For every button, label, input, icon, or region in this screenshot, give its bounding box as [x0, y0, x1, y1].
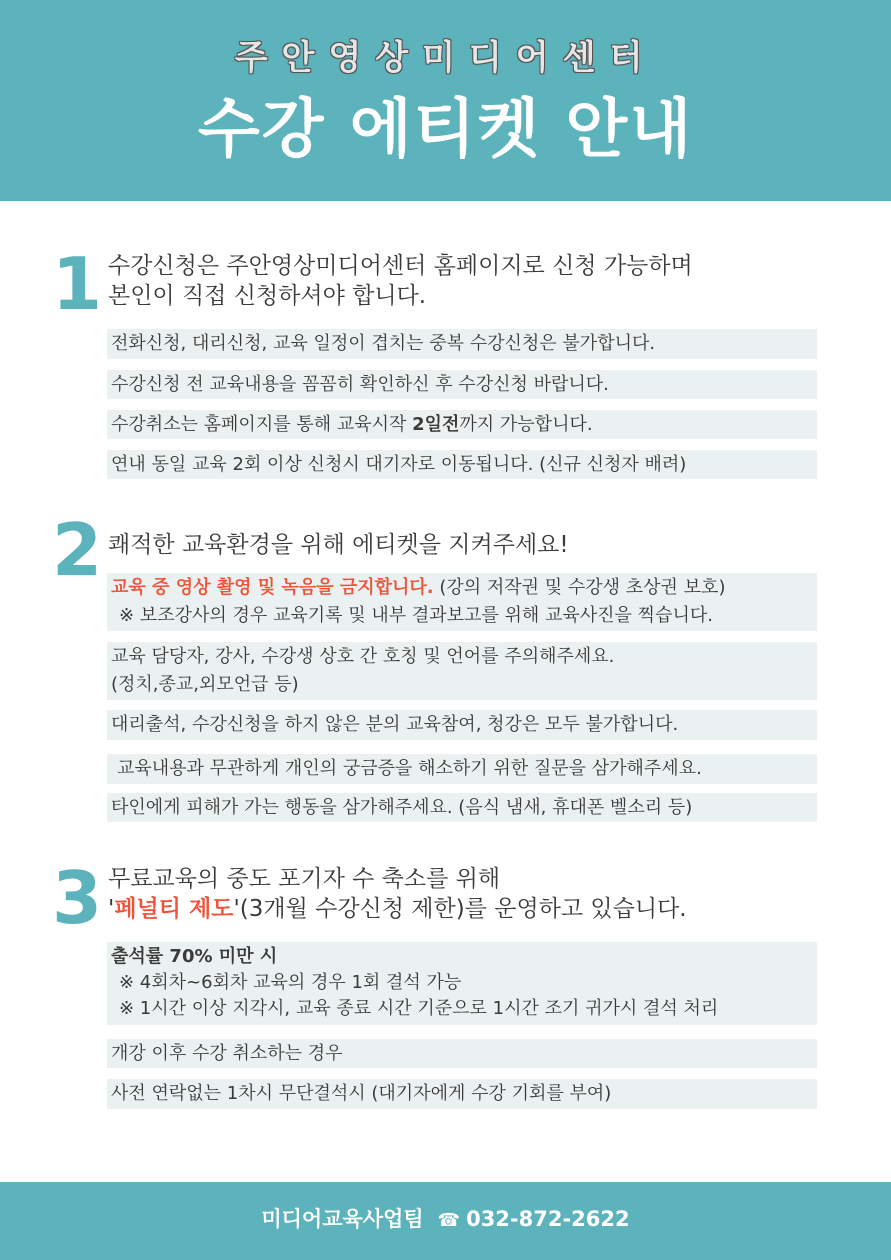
section-number-1: 1 [52, 242, 103, 326]
attendance-rule-title: 출석률 70% 미만 시 [111, 946, 278, 967]
section2-item-2-line2: (정치,종교,외모언급 등) [111, 674, 299, 695]
section1-item-3 [107, 410, 817, 439]
section1-item-3-bold: 2일전 [412, 414, 460, 435]
phone-icon: ☎ [437, 1210, 461, 1231]
section3-lead [108, 864, 848, 924]
center-name: 주안영상미디어센터 [234, 38, 657, 78]
section2-item-2-line1: 교육 담당자, 강사, 수강생 상호 간 호칭 및 언어를 주의해주세요. [111, 646, 615, 667]
section2-item-1-note: ※ 보조강사의 경우 교육기록 및 내부 결과보고를 위해 교육사진을 찍습니다. [119, 605, 713, 626]
section1-lead [108, 251, 848, 311]
attendance-rule-note-2: ※ 1시간 이상 지각시, 교육 종료 시간 기준으로 1시간 조기 귀가시 결석 처리 [119, 998, 719, 1019]
section2-item-1-line [111, 574, 813, 602]
section2-item-4: 교육내용과 무관하게 개인의 궁금증을 해소하기 위한 질문을 삼가해주세요. [107, 754, 817, 784]
section3-lead-line1: 무료교육의 중도 포기자 수 축소를 위해 [108, 866, 501, 892]
phone-number: 032-872-2622 [466, 1207, 630, 1231]
page-title: 수강 에티켓 안내 [197, 93, 694, 167]
penalty-system-highlight: 페널티 제도 [114, 896, 234, 922]
team-name: 미디어교육사업팀 [261, 1207, 424, 1231]
section1-item-4: 연내 동일 교육 2회 이상 신청시 대기자로 이동됩니다. (신규 신청자 배려) [107, 450, 817, 479]
section3-item-3: 사전 연락없는 1차시 무단결석시 (대기자에게 수강 기회를 부여) [107, 1079, 817, 1109]
section3-item-1 [107, 942, 817, 1025]
recording-ban-highlight: 교육 중 영상 촬영 및 녹음을 금지합니다. [111, 577, 434, 598]
section3-lead-rest: '(3개월 수강신청 제한)를 운영하고 있습니다. [233, 896, 687, 922]
attendance-rule-note-1: ※ 4회차~6회차 교육의 경우 1회 결석 가능 [119, 972, 462, 993]
section2-lead: 쾌적한 교육환경을 위해 에티켓을 지켜주세요! [108, 532, 569, 558]
section3-item-2: 개강 이후 수강 취소하는 경우 [107, 1039, 817, 1068]
section1-lead-line1: 수강신청은 주안영상미디어센터 홈페이지로 신청 가능하며 [108, 253, 693, 279]
section1-item-3-text-b: 까지 가능합니다. [459, 414, 593, 435]
section1-item-2: 수강신청 전 교육내용을 꼼꼼히 확인하신 후 수강신청 바랍니다. [107, 370, 817, 399]
section1-item-1: 전화신청, 대리신청, 교육 일정이 겹치는 중복 수강신청은 불가합니다. [107, 329, 817, 359]
section1-item-3-text-a: 수강취소는 홈페이지를 통해 교육시작 [111, 414, 413, 435]
section2-item-5: 타인에게 피해가 가는 행동을 삼가해주세요. (음식 냄새, 휴대폰 벨소리 등) [107, 793, 817, 822]
section2-item-2 [107, 642, 817, 700]
section-number-2: 2 [52, 508, 103, 592]
section3-lead-quote: ' [108, 896, 115, 922]
section2-item-1-reason: (강의 저작권 및 수강생 초상권 보호) [433, 577, 726, 598]
footer-contact [0, 1182, 891, 1260]
header-banner [0, 0, 891, 201]
section1-lead-line2: 본인이 직접 신청하셔야 합니다. [108, 283, 427, 309]
section2-item-1 [107, 573, 817, 631]
section3-lead-line2 [108, 894, 848, 924]
section2-item-3: 대리출석, 수강신청을 하지 않은 분의 교육참여, 청강은 모두 불가합니다. [107, 710, 817, 740]
section-number-3: 3 [52, 856, 103, 940]
